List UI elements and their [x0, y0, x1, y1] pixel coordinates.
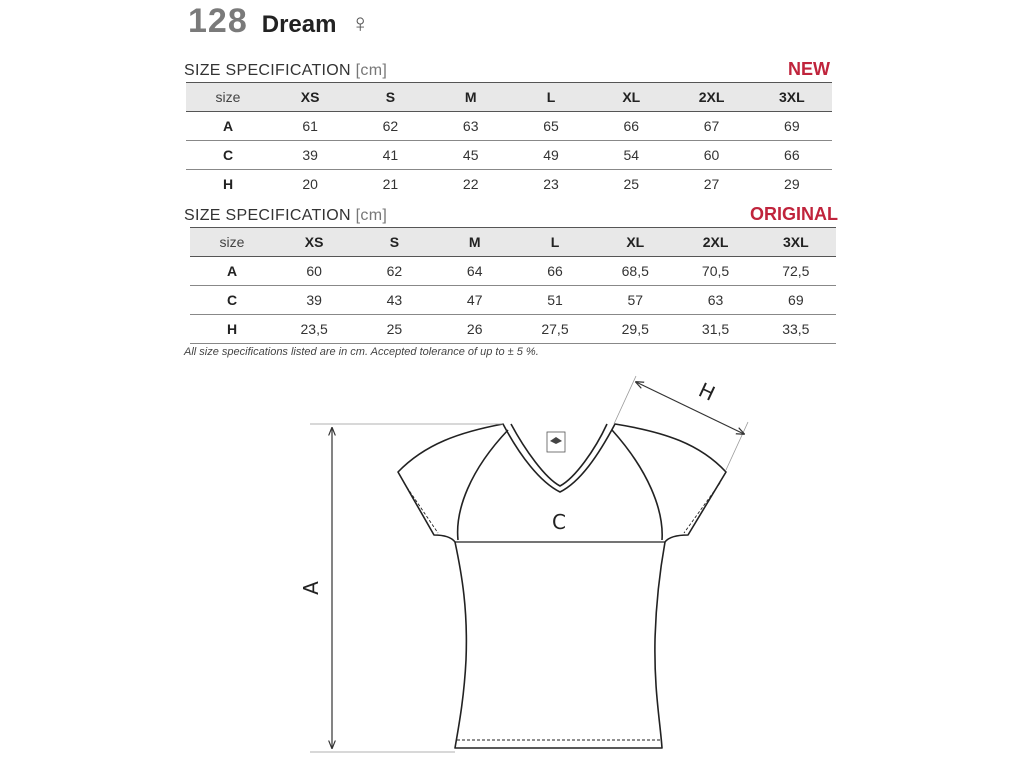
spec-title: SIZE SPECIFICATION [cm] — [184, 62, 388, 79]
size-col-header: 2XL — [702, 234, 729, 250]
size-col-header: 3XL — [779, 89, 805, 105]
dimension-label-c: C — [552, 510, 566, 534]
table-cell: 25 — [386, 321, 403, 337]
size-col-header: M — [464, 89, 477, 105]
table-cell: 43 — [386, 292, 403, 308]
table-cell: 60 — [306, 263, 322, 279]
model-number: 128 — [188, 2, 248, 40]
table-cell: 72,5 — [782, 263, 810, 279]
table-cell: 69 — [784, 118, 800, 134]
table-cell: 39 — [302, 147, 318, 163]
table-cell: 23,5 — [300, 321, 328, 337]
size-col-header: L — [546, 89, 556, 105]
table-cell: 68,5 — [621, 263, 649, 279]
tshirt-outline — [398, 424, 726, 748]
size-col-header: 3XL — [783, 234, 809, 250]
size-header-label: size — [219, 234, 245, 250]
size-col-header: XL — [622, 89, 641, 105]
table-cell: 26 — [466, 321, 483, 337]
table-cell: 62 — [386, 263, 403, 279]
size-col-header: L — [550, 234, 560, 250]
row-label: C — [222, 147, 234, 163]
table-cell: 39 — [306, 292, 322, 308]
female-icon: ♀ — [350, 8, 370, 38]
size-col-header: S — [385, 89, 396, 105]
size-col-header: XL — [626, 234, 645, 250]
table-cell: 62 — [382, 118, 399, 134]
table-cell: 69 — [788, 292, 804, 308]
size-col-header: 2XL — [698, 89, 725, 105]
dimension-label-a: A — [299, 581, 323, 595]
table-cell: 54 — [623, 147, 640, 163]
table-cell: 51 — [547, 292, 563, 308]
row-label: C — [226, 292, 238, 308]
table-cell: 60 — [703, 147, 720, 163]
table-cell: 20 — [302, 176, 318, 192]
row-label: A — [226, 263, 238, 279]
table-cell: 27,5 — [541, 321, 569, 337]
spec-title: SIZE SPECIFICATION [cm] — [184, 207, 388, 224]
table-cell: 47 — [466, 292, 483, 308]
table-cell: 61 — [302, 118, 318, 134]
table-cell: 64 — [466, 263, 483, 279]
dimension-a — [299, 424, 503, 752]
size-col-header: XS — [300, 89, 320, 105]
table-cell: 49 — [543, 147, 559, 163]
table-cell: 29 — [784, 176, 800, 192]
dimension-h — [614, 376, 748, 470]
size-header-label: size — [215, 89, 241, 105]
table-cell: 67 — [703, 118, 720, 134]
table-cell: 57 — [627, 292, 644, 308]
dimension-label-h: H — [695, 377, 719, 406]
table-cell: 66 — [784, 147, 800, 163]
tolerance-note: All size specifications listed are in cm. Accepted tolerance of up to ± 5 %. — [184, 346, 539, 358]
table-cell: 23 — [543, 176, 559, 192]
table-cell: 65 — [543, 118, 559, 134]
size-col-header: M — [468, 234, 481, 250]
row-label: H — [222, 176, 234, 192]
spec-unit: [cm] — [355, 207, 388, 224]
table-cell: 45 — [462, 147, 479, 163]
row-label: A — [222, 118, 234, 134]
new-badge: NEW — [788, 59, 830, 79]
size-col-header: S — [389, 234, 400, 250]
table-cell: 27 — [703, 176, 720, 192]
spec-unit: [cm] — [355, 62, 388, 79]
size-col-header: XS — [304, 234, 324, 250]
row-label: H — [226, 321, 238, 337]
table-cell: 63 — [707, 292, 724, 308]
table-cell: 22 — [462, 176, 479, 192]
model-name: Dream — [261, 11, 337, 38]
table-cell: 29,5 — [621, 321, 649, 337]
brand-label-icon — [547, 432, 565, 452]
original-badge: ORIGINAL — [750, 204, 838, 224]
table-cell: 21 — [382, 176, 399, 192]
table-cell: 41 — [382, 147, 399, 163]
table-cell: 70,5 — [701, 263, 730, 279]
table-cell: 63 — [462, 118, 479, 134]
table-cell: 66 — [547, 263, 563, 279]
table-cell: 25 — [623, 176, 640, 192]
table-cell: 66 — [623, 118, 640, 134]
table-cell: 31,5 — [701, 321, 730, 337]
table-cell: 33,5 — [782, 321, 810, 337]
